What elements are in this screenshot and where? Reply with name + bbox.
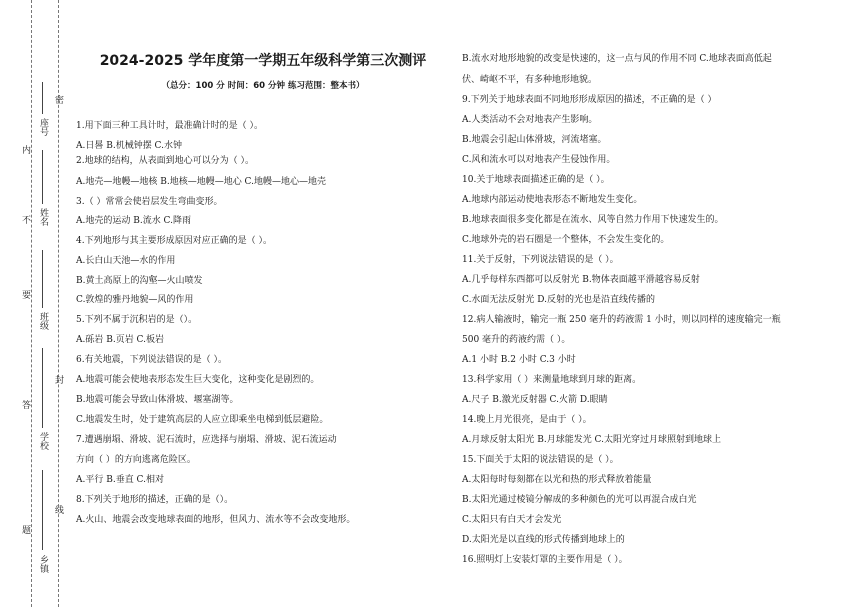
question-line: 14.晚上月光很亮，是由于（ ）。 [462, 415, 592, 425]
field-line-class[interactable] [42, 250, 43, 308]
question-line: 9.下列关于地球表面不同地形形成原因的描述，不正确的是（ ） [462, 95, 717, 105]
option-line: A.人类活动不会对地表产生影响。 [462, 115, 598, 125]
option-line: C.风和流水可以对地表产生侵蚀作用。 [462, 155, 616, 165]
option-line: B.地震可能会导致山体滑坡、堰塞湖等。 [76, 395, 239, 405]
question-line: 12.病人输液时，输完一瓶 250 毫升的药液需 1 小时，则以同样的速度输完一瓶 [462, 315, 781, 325]
question-line: 6.有关地震，下列说法错误的是（ ）。 [76, 355, 227, 365]
field-label-class: 班级 [38, 312, 48, 330]
option-line: C.地球外壳的岩石圈是一个整体，不会发生变化的。 [462, 235, 670, 245]
field-line-township[interactable] [42, 470, 43, 550]
field-label-seat: 座号 [38, 118, 48, 136]
option-line: B.地球表面很多变化都是在流水、风等自然力作用下快速发生的。 [462, 215, 724, 225]
option-line: A.长白山天池—水的作用 [76, 256, 176, 266]
option-line: A.火山、地震会改变地球表面的地形，但风力、流水等不会改变地形。 [76, 515, 356, 525]
seal-mark: 密 [53, 95, 63, 104]
option-line: B.地震会引起山体滑坡，河流堵塞。 [462, 135, 607, 145]
seal-line-outer [58, 0, 59, 607]
option-line: 伏、崎岖不平，有多种地形地貌。 [462, 75, 598, 85]
field-label-township: 乡镇 [38, 555, 48, 573]
question-line: 10.关于地球表面描述正确的是（ ）。 [462, 175, 610, 185]
exam-subtitle: （总分：100 分 时间：60 分钟 练习范围：整本书） [161, 81, 365, 91]
option-line: A.1 小时 B.2 小时 C.3 小时 [462, 355, 576, 365]
seal-mark: 要 [20, 290, 30, 299]
option-line: B.黄土高原上的沟壑—火山喷发 [76, 276, 203, 286]
seal-mark: 不 [20, 215, 30, 224]
field-label-school: 学校 [38, 432, 48, 450]
question-line: 500 毫升的药液约需（ ）。 [462, 335, 571, 345]
exam-title: 2024-2025 学年度第一学期五年级科学第三次测评 [99, 53, 427, 69]
option-line: A.地壳—地幔—地核 B.地核—地幔—地心 C.地幔—地心—地壳 [76, 177, 326, 187]
seal-mark: 题 [20, 525, 30, 534]
question-line: 4.下列地形与其主要形成原因对应正确的是（ ）。 [76, 236, 272, 246]
option-line: A.太阳每时每刻都在以光和热的形式释放着能量 [462, 475, 652, 485]
field-line-seat[interactable] [42, 82, 43, 114]
option-line: A.砾岩 B.页岩 C.板岩 [76, 335, 164, 345]
option-line: A.几乎每样东西都可以反射光 B.物体表面越平滑越容易反射 [462, 275, 700, 285]
binding-strip [0, 0, 63, 607]
option-line: C.敦煌的雅丹地貌—风的作用 [76, 295, 194, 305]
option-line: B.流水对地形地貌的改变是快速的，这一点与风的作用不同 C.地球表面高低起 [462, 54, 772, 64]
option-line: A.地震可能会使地表形态发生巨大变化，这种变化是剧烈的。 [76, 375, 320, 385]
option-line: A.月球反射太阳光 B.月球能发光 C.太阳光穿过月球照射到地球上 [462, 435, 721, 445]
option-line: A.地壳的运动 B.流水 C.降雨 [76, 216, 191, 226]
seal-mark: 内 [20, 145, 30, 154]
question-line: 5.下列不属于沉积岩的是（）。 [76, 315, 198, 325]
option-line: A.日晷 B.机械钟摆 C.水钟 [76, 141, 182, 151]
option-line: C.地震发生时，处于建筑高层的人应立即乘坐电梯到低层避险。 [76, 415, 329, 425]
seal-mark: 答 [20, 400, 30, 409]
question-line: 11.关于反射，下列说法错误的是（ ）。 [462, 255, 619, 265]
question-line: 3.（ ）常常会使岩层发生弯曲变形。 [76, 197, 223, 207]
question-line: 8.下列关于地形的描述，正确的是（）。 [76, 495, 234, 505]
field-line-name[interactable] [42, 150, 43, 204]
option-line: C.太阳只有白天才会发光 [462, 515, 562, 525]
question-line: 16.照明灯上安装灯罩的主要作用是（ ）。 [462, 555, 628, 565]
option-line: B.太阳光通过棱镜分解成的多种颜色的光可以再混合成白光 [462, 495, 697, 505]
field-label-name: 姓名 [38, 208, 48, 226]
question-line: 2.地球的结构，从表面到地心可以分为（ ）。 [76, 156, 254, 166]
field-line-school[interactable] [42, 348, 43, 428]
question-line: 15.下面关于太阳的说法错误的是（ ）。 [462, 455, 619, 465]
option-line: A.地球内部运动使地表形态不断地发生变化。 [462, 195, 643, 205]
question-line: 7.遭遇崩塌、滑坡、泥石流时，应选择与崩塌、滑坡、泥石流运动 [76, 435, 337, 445]
option-line: A.尺子 B.激光反射器 C.火箭 D.眼睛 [462, 395, 608, 405]
question-line: 方向（ ）的方向逃离危险区。 [76, 455, 196, 465]
seal-mark: 封 [53, 375, 63, 384]
option-line: C.水面无法反射光 D.反射的光也是沿直线传播的 [462, 295, 656, 305]
seal-mark: 线 [53, 505, 63, 514]
question-line: 13.科学家用（ ）来测量地球到月球的距离。 [462, 375, 642, 385]
option-line: D.太阳光是以直线的形式传播到地球上的 [462, 535, 625, 545]
option-line: A.平行 B.垂直 C.相对 [76, 475, 164, 485]
question-line: 1.用下面三种工具计时，最准确计时的是（ ）。 [76, 121, 263, 131]
seal-line-inner [31, 0, 32, 607]
